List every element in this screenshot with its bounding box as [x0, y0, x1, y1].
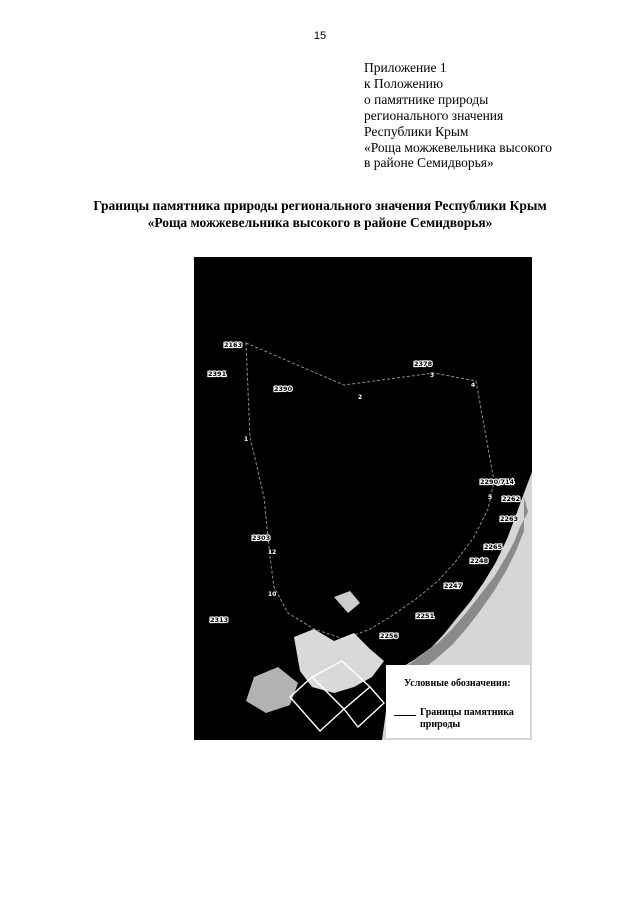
legend-title: Условные обозначения: — [404, 678, 511, 689]
legend-boundary-line: Границы памятника — [420, 707, 514, 718]
parcel-label: 2390 — [274, 385, 293, 393]
appendix-line: Приложение 1 — [364, 60, 447, 75]
parcel-label: 2251 — [416, 612, 435, 620]
page-number: 15 — [313, 30, 327, 42]
boundary-point: 1 — [244, 436, 249, 443]
parcel-label: 2290/714 — [480, 478, 515, 486]
appendix-header — [364, 60, 624, 171]
parcel-label: 2247 — [444, 582, 463, 590]
appendix-line: регионального значения — [364, 107, 504, 123]
terrain-patch — [246, 667, 298, 713]
parcel-label: 2256 — [380, 632, 399, 640]
boundary-point: 3 — [430, 372, 435, 379]
parcel-label: 2391 — [208, 370, 227, 378]
boundary-point: 12 — [268, 549, 277, 556]
boundary-point: 10 — [268, 591, 277, 598]
appendix-line: о памятнике природы — [364, 91, 489, 107]
document-title — [0, 197, 640, 231]
appendix-line: Республики Крым — [364, 123, 469, 139]
terrain-patch — [334, 591, 360, 613]
legend-boundary-line: природы — [420, 719, 461, 730]
boundary-point: 5 — [488, 494, 493, 501]
appendix-line: в районе Семидворья» — [364, 155, 494, 171]
appendix-line: к Положению — [364, 75, 444, 91]
parcel-label: 2303 — [252, 534, 271, 542]
parcel-label: 2263 — [500, 515, 519, 523]
parcel-label: 2262 — [502, 495, 521, 503]
appendix-line: «Роща можжевельника высокого — [364, 139, 552, 155]
boundary-point: 2 — [358, 394, 363, 401]
parcel-label: 2163 — [224, 341, 243, 349]
parcel-label: 2378 — [414, 360, 433, 368]
parcel-label: 2313 — [210, 616, 229, 624]
parcel-label: 2248 — [470, 557, 489, 565]
legend-boundary-label — [420, 707, 514, 731]
parcel-label: 2265 — [484, 543, 503, 551]
title-line: «Роща можжевельника высокого в районе Семидворья» — [147, 215, 493, 230]
boundary-point: 4 — [471, 382, 476, 389]
map-legend — [386, 665, 530, 738]
boundary-line-symbol — [394, 715, 416, 716]
terrain-patch — [294, 629, 384, 693]
title-line: Границы памятника природы регионального значения Республики Крым — [93, 198, 547, 213]
